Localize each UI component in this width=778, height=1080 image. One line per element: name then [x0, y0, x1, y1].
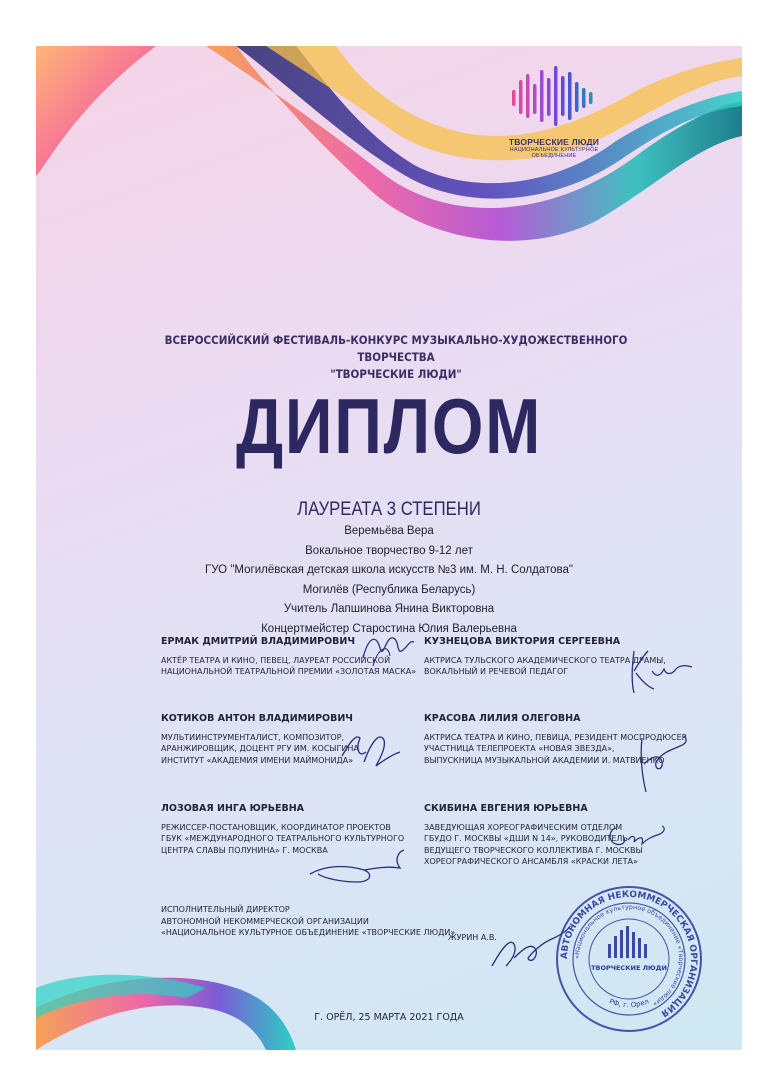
director-line: ИСПОЛНИТЕЛЬНЫЙ ДИРЕКТОР — [161, 905, 290, 914]
jury-desc-line: ВОКАЛЬНЫЙ И РЕЧЕВОЙ ПЕДАГОГ — [424, 667, 569, 676]
stamp-bottom-text: РФ, г. Орел — [607, 997, 650, 1010]
stamp-center-text: ТВОРЧЕСКИЕ ЛЮДИ — [591, 964, 667, 972]
director-block — [161, 904, 455, 939]
jury-desc-line: ВЕДУЩЕГО ТВОРЧЕСКОГО КОЛЛЕКТИВА Г. МОСКВЫ — [424, 845, 643, 855]
jury-desc-line: АКТРИСА ТУЛЬСКОГО АКАДЕМИЧЕСКОГО ТЕАТРА ДРАМЫ, — [424, 655, 666, 665]
jury-desc-line: ГБУДО Г. МОСКВЫ «ДШИ N 14», РУКОВОДИТЕЛЬ — [424, 834, 628, 843]
festival-name-line: "ТВОРЧЕСКИЕ ЛЮДИ" — [330, 367, 462, 381]
jury-desc-line: ГБУК «МЕЖДУНАРОДНОГО ТЕАТРАЛЬНОГО КУЛЬТУРНОГО — [161, 834, 405, 843]
signature-lozovaya — [304, 844, 414, 890]
jury-name: ЛОЗОВАЯ ИНГА ЮРЬЕВНА — [161, 803, 305, 814]
jury-desc-line: РЕЖИССЕР-ПОСТАНОВЩИК, КООРДИНАТОР ПРОЕКТОВ — [161, 822, 391, 832]
jury-desc-line: УЧАСТНИЦА ТЕЛЕПРОЕКТА «НОВАЯ ЗВЕЗДА», — [424, 744, 615, 753]
jury-desc-line: ИНСТИТУТ «АКАДЕМИЯ ИМЕНИ МАЙМОНИДА» — [161, 755, 354, 765]
signature-ermak — [358, 628, 418, 670]
signature-kuznetsova — [626, 641, 696, 699]
diploma-page — [36, 46, 742, 1050]
jury-desc-line: ХОРЕОГРАФИЧЕСКОГО АНСАМБЛЯ «КРАСКИ ЛЕТА» — [424, 857, 638, 866]
jury-name: ЕРМАК ДМИТРИЙ ВЛАДИМИРОВИЧ — [161, 636, 356, 647]
sound-wave-icon — [504, 66, 604, 128]
festival-title-line: ВСЕРОССИЙСКИЙ ФЕСТИВАЛЬ-КОНКУРС МУЗЫКАЛЬНО-ХУДОЖЕСТВЕННОГО ТВОРЧЕСТВА — [164, 333, 628, 364]
winner-name: Веремьёва Вера — [344, 525, 434, 537]
winner-nomination: Вокальное творчество 9-12 лет — [305, 544, 473, 557]
stamp-inner-text: «Национальное культурное объединение «Творческие люди» — [572, 902, 686, 1009]
footer-date: Г. ОРЁЛ, 25 МАРТА 2021 ГОДА — [314, 1012, 464, 1023]
stamp-outer-text: АВТОНОМНАЯ НЕКОММЕРЧЕСКАЯ ОРГАНИЗАЦИЯ — [559, 889, 699, 1019]
jury-desc-line: ЗАВЕДУЮЩАЯ ХОРЕОГРАФИЧЕСКИМ ОТДЕЛОМ — [424, 822, 623, 832]
jury-desc-line: АКТРИСА ТЕАТРА И КИНО, ПЕВИЦА, РЕЗИДЕНТ МОСПРОДЮСЕР — [424, 732, 687, 742]
jury-name: КРАСОВА ЛИЛИЯ ОЛЕГОВНА — [424, 713, 581, 724]
ribbon-decoration-top — [36, 46, 742, 266]
signature-krasova — [632, 726, 692, 798]
jury-member — [161, 713, 359, 766]
jury-desc-line: ЦЕНТРА СЛАВЫ ПОЛУНИНА» Г. МОСКВА — [161, 845, 328, 855]
director-name: ЖУРИН А.В. — [448, 933, 497, 942]
jury-desc-line: ВЫПУСКНИЦА МУЗЫКАЛЬНОЙ АКАДЕМИИ И. МАТВИЕНКО — [424, 755, 665, 765]
organization-logo — [494, 66, 614, 186]
diploma-title: ДИПЛОМ — [235, 382, 543, 470]
jury-desc-line: АКТЁР ТЕАТРА И КИНО, ПЕВЕЦ, ЛАУРЕАТ РОССИЙСКОЙ — [161, 655, 391, 665]
jury-name: КОТИКОВ АНТОН ВЛАДИМИРОВИЧ — [161, 713, 353, 724]
logo-subtitle: НАЦИОНАЛЬНОЕ КУЛЬТУРНОЕ ОБЪЕДИНЕНИЕ — [509, 147, 599, 159]
director-line: АВТОНОМНОЙ НЕКОММЕРЧЕСКОЙ ОРГАНИЗАЦИИ — [161, 916, 369, 926]
director-line: «НАЦИОНАЛЬНОЕ КУЛЬТУРНОЕ ОБЪЕДИНЕНИЕ «ТВОРЧЕСКИЕ ЛЮДИ» — [161, 928, 456, 937]
jury-desc-line: МУЛЬТИИНСТРУМЕНТАЛИСТ, КОМПОЗИТОР, — [161, 732, 345, 742]
winner-block — [36, 522, 742, 639]
winner-accompanist: Концертмейстер Старостина Юлия Валерьевна — [261, 622, 517, 635]
signature-skibina — [602, 818, 672, 858]
ribbon-decoration-bottom — [36, 968, 296, 1050]
jury-desc-line: АРАНЖИРОВЩИК, ДОЦЕНТ РГУ ИМ. КОСЫГИНА — [161, 744, 359, 753]
jury-desc-line: НАЦИОНАЛЬНОЙ ТЕАТРАЛЬНОЙ ПРЕМИИ «ЗОЛОТАЯ МАСКА» — [161, 667, 417, 676]
signature-kotikov — [336, 722, 406, 774]
winner-teacher: Учитель Лапшинова Янина Викторовна — [283, 603, 495, 615]
stamp-sound-wave-icon — [608, 926, 647, 958]
jury-name: КУЗНЕЦОВА ВИКТОРИЯ СЕРГЕЕВНА — [424, 636, 621, 647]
diploma-degree: ЛАУРЕАТА 3 СТЕПЕНИ — [297, 499, 481, 520]
winner-city: Могилёв (Республика Беларусь) — [302, 583, 476, 596]
logo-title: ТВОРЧЕСКИЕ ЛЮДИ — [508, 137, 600, 147]
jury-name: СКИБИНА ЕВГЕНИЯ ЮРЬЕВНА — [424, 803, 588, 814]
winner-school: ГУО "Могилёвская детская школа искусств №3 им. М. Н. Солдатова" — [205, 564, 573, 576]
